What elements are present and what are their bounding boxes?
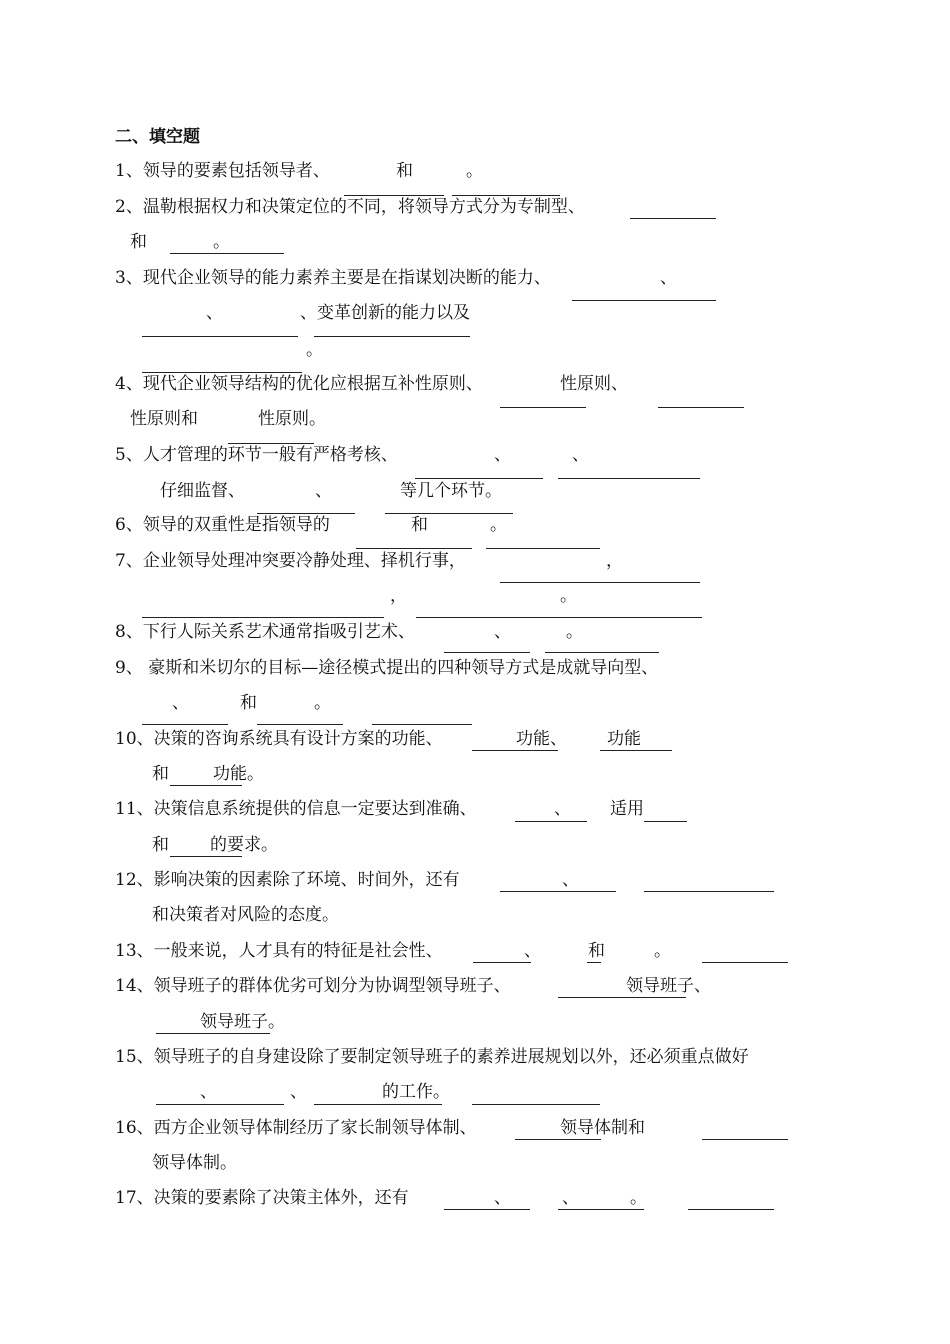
question-text: 。 (466, 161, 483, 181)
question-text: 、 (315, 481, 332, 501)
question-text: 。 (630, 1188, 647, 1208)
answer-blank[interactable] (356, 548, 472, 549)
answer-blank[interactable] (372, 724, 472, 725)
question-text: 适用 (610, 799, 644, 819)
answer-blank[interactable] (156, 1104, 284, 1105)
answer-blank[interactable] (558, 997, 686, 998)
question-text: 领导班子、 (626, 976, 711, 996)
answer-blank[interactable] (572, 300, 716, 301)
question-text: 6、领导的双重性是指领导的 (115, 515, 330, 535)
question-text: 、 (494, 622, 511, 642)
question-text: 4、现代企业领导结构的优化应根据互补性原则、 (115, 374, 483, 394)
answer-blank[interactable] (587, 962, 601, 963)
question-text: 、 (200, 1082, 217, 1102)
question-text: 8、下行人际关系艺术通常指吸引艺术、 (115, 622, 415, 642)
question-text: 性原则和 (130, 409, 198, 429)
question-text: 。 (654, 941, 671, 961)
question-text: 领导体制。 (152, 1153, 237, 1173)
question-text: 和 (411, 515, 428, 535)
answer-blank[interactable] (600, 750, 672, 751)
question-text: 、 (562, 1188, 579, 1208)
question-text: 、 (290, 1082, 307, 1102)
answer-blank[interactable] (702, 962, 788, 963)
question-text: 功能。 (213, 764, 264, 784)
question-text: 16、西方企业领导体制经历了家长制领导体制、 (115, 1118, 477, 1138)
answer-blank[interactable] (644, 891, 774, 892)
question-text: 、变革创新的能力以及 (300, 303, 470, 323)
question-text: 17、决策的要素除了决策主体外，还有 (115, 1188, 409, 1208)
answer-blank[interactable] (444, 1209, 530, 1210)
answer-blank[interactable] (142, 372, 302, 373)
question-text: 、 (206, 303, 223, 323)
question-text: 功能、 (516, 729, 567, 749)
answer-blank[interactable] (500, 891, 616, 892)
question-text: 和 (588, 941, 605, 961)
answer-blank[interactable] (257, 513, 355, 514)
question-text: 、 (524, 941, 541, 961)
question-text: 。 (490, 515, 507, 535)
question-text: 领导体制和 (560, 1118, 645, 1138)
question-text: 。 (560, 586, 577, 606)
question-text: 7、企业领导处理冲突要冷静处理、择机行事， (115, 551, 466, 571)
answer-blank[interactable] (228, 443, 314, 444)
question-text: 等几个环节。 (400, 481, 502, 501)
answer-blank[interactable] (472, 1104, 600, 1105)
page-title: 二、填空题 (115, 127, 200, 147)
answer-blank[interactable] (644, 821, 687, 822)
question-text: 、 (494, 1188, 511, 1208)
question-text: 的要求。 (210, 835, 278, 855)
question-text: 、 (172, 693, 189, 713)
answer-blank[interactable] (688, 1209, 774, 1210)
question-text: 。 (566, 622, 583, 642)
answer-blank[interactable] (486, 548, 600, 549)
question-text: 和 (130, 232, 147, 252)
question-text: 14、领导班子的群体优劣可划分为协调型领导班子、 (115, 976, 511, 996)
question-text: 13、一般来说，人才具有的特征是社会性、 (115, 941, 443, 961)
answer-blank[interactable] (500, 407, 586, 408)
question-text: 和决策者对风险的态度。 (152, 905, 339, 925)
question-text: 12、影响决策的因素除了环境、时间外，还有 (115, 870, 460, 890)
answer-blank[interactable] (500, 582, 700, 583)
question-text: ， (390, 586, 407, 606)
answer-blank[interactable] (314, 1104, 442, 1105)
answer-blank[interactable] (385, 513, 513, 514)
question-text: 11、决策信息系统提供的信息一定要达到准确、 (115, 799, 477, 819)
answer-blank[interactable] (170, 856, 242, 857)
question-text: 。 (306, 340, 323, 360)
question-text: 2、温勒根据权力和决策定位的不同，将领导方式分为专制型、 (115, 197, 585, 217)
answer-blank[interactable] (257, 724, 343, 725)
answer-blank[interactable] (444, 652, 530, 653)
question-text: 性原则。 (258, 409, 326, 429)
question-text: 。 (213, 232, 230, 252)
question-text: 和 (240, 693, 257, 713)
answer-blank[interactable] (473, 962, 531, 963)
answer-blank[interactable] (702, 1139, 788, 1140)
question-text: ， (606, 551, 623, 571)
question-text: 15、领导班子的自身建设除了要制定领导班子的素养进展规划以外，还必须重点做好 (115, 1047, 749, 1067)
question-text: 10、决策的咨询系统具有设计方案的功能、 (115, 729, 443, 749)
answer-blank[interactable] (472, 750, 558, 751)
question-text: 领导班子。 (200, 1012, 285, 1032)
question-text: 、 (572, 445, 589, 465)
question-text: 和 (152, 835, 169, 855)
answer-blank[interactable] (545, 652, 659, 653)
question-text: 5、人才管理的环节一般有严格考核、 (115, 445, 398, 465)
question-text: 、 (660, 268, 677, 288)
question-text: 和 (396, 161, 413, 181)
answer-blank[interactable] (515, 1139, 601, 1140)
question-text: 仔细监督、 (160, 481, 245, 501)
answer-blank[interactable] (344, 195, 444, 196)
question-text: 、 (554, 799, 571, 819)
answer-blank[interactable] (415, 478, 543, 479)
answer-blank[interactable] (630, 218, 716, 219)
answer-blank[interactable] (314, 336, 470, 337)
answer-blank[interactable] (558, 478, 700, 479)
answer-blank[interactable] (416, 617, 702, 618)
answer-blank[interactable] (558, 1209, 644, 1210)
question-text: 。 (314, 693, 331, 713)
answer-blank[interactable] (515, 821, 587, 822)
answer-blank[interactable] (452, 195, 560, 196)
question-text: 1、领导的要素包括领导者、 (115, 161, 330, 181)
answer-blank[interactable] (142, 336, 298, 337)
question-text: 的工作。 (382, 1082, 450, 1102)
answer-blank[interactable] (156, 1033, 270, 1034)
answer-blank[interactable] (170, 785, 242, 786)
answer-blank[interactable] (658, 407, 744, 408)
answer-blank[interactable] (142, 617, 384, 618)
question-text: 、 (494, 445, 511, 465)
question-text: 9、 豪斯和米切尔的目标—途径模式提出的四种领导方式是成就导向型、 (115, 658, 659, 678)
question-text: 3、现代企业领导的能力素养主要是在指谋划决断的能力、 (115, 268, 551, 288)
question-text: 和 (152, 764, 169, 784)
answer-blank[interactable] (142, 724, 228, 725)
question-text: 功能 (607, 729, 641, 749)
question-text: 、 (562, 870, 579, 890)
question-text: 性原则、 (560, 374, 628, 394)
answer-blank[interactable] (170, 253, 284, 254)
